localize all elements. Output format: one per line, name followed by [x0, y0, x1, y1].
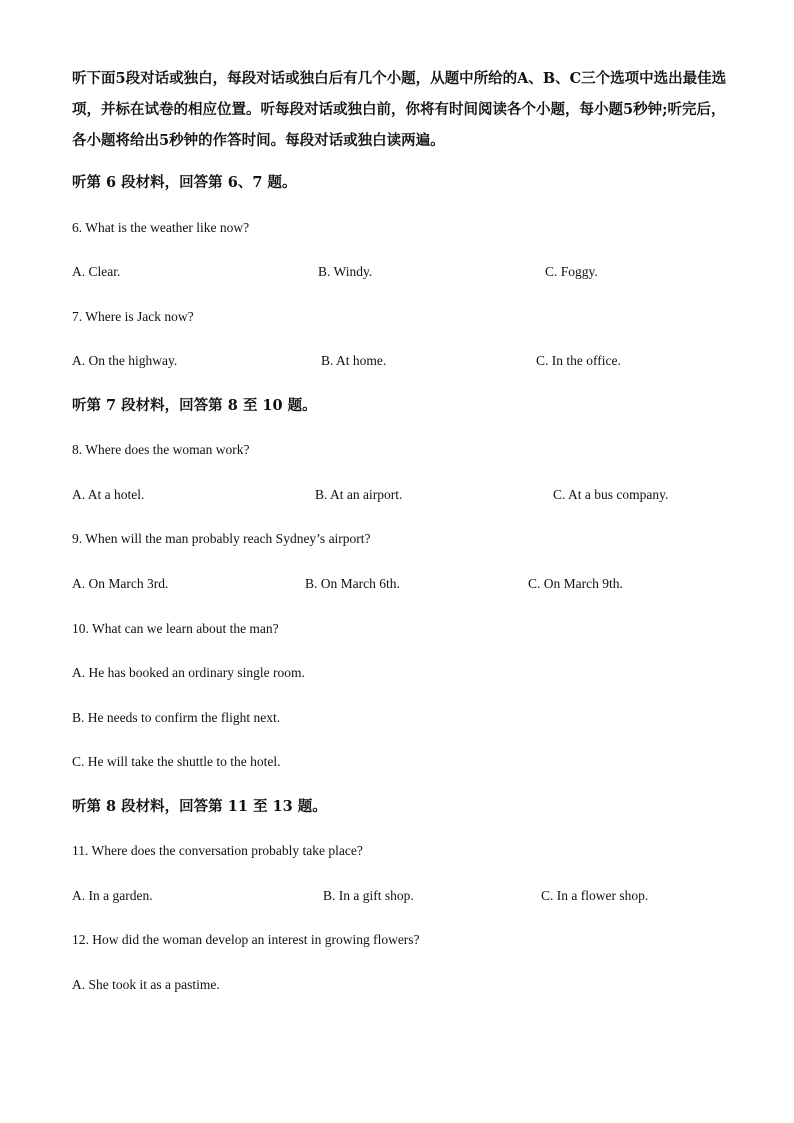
- q9-option-b: B. On March 6th.: [305, 576, 400, 591]
- q8-option-c: C. At a bus company.: [553, 487, 669, 502]
- q12-option-a: A. She took it as a pastime.: [72, 977, 220, 992]
- q10-option-b: B. He needs to confirm the flight next.: [72, 710, 281, 725]
- q11-option-b: B. In a gift shop.: [323, 888, 414, 903]
- question-10: 10. What can we learn about the man?: [72, 621, 279, 636]
- question-6: 6. What is the weather like now?: [72, 220, 250, 235]
- q7-option-a: A. On the highway.: [72, 353, 178, 368]
- question-9: 9. When will the man probably reach Sydney’s airport?: [72, 531, 371, 546]
- question-12: 12. How did the woman develop an interest in growing flowers?: [72, 932, 420, 947]
- q7-option-c: C. In the office.: [536, 353, 621, 368]
- q6-option-a: A. Clear.: [72, 264, 121, 279]
- q9-option-c: C. On March 9th.: [528, 576, 623, 591]
- question-7: 7. Where is Jack now?: [72, 309, 194, 324]
- q10-option-a: A. He has booked an ordinary single room.: [72, 665, 305, 680]
- q6-option-b: B. Windy.: [318, 264, 373, 279]
- section-header-6: 听第 6 段材料，回答第 6、7 题。: [72, 174, 297, 191]
- listening-instructions: 听下面5段对话或独白，每段对话或独白后有几个小题，从题中所给的A、B、C三个选项中选出最佳选项，并标在试卷的相应位置。听每段对话或独白前，你将有时间阅读各个小题，每小题5秒钟;听完后，各小题将给出5秒钟的作答时间。每段对话或独白读两遍。: [72, 70, 727, 149]
- q10-option-c: C. He will take the shuttle to the hotel.: [72, 754, 281, 769]
- q11-option-a: A. In a garden.: [72, 888, 153, 903]
- q11-option-c: C. In a flower shop.: [541, 888, 649, 903]
- section-header-7: 听第 7 段材料，回答第 8 至 10 题。: [72, 397, 317, 414]
- q7-option-b: B. At home.: [321, 353, 387, 368]
- q9-option-a: A. On March 3rd.: [72, 576, 169, 591]
- q6-option-c: C. Foggy.: [545, 264, 598, 279]
- q8-option-b: B. At an airport.: [315, 487, 403, 502]
- section-header-8: 听第 8 段材料，回答第 11 至 13 题。: [72, 798, 327, 815]
- question-8: 8. Where does the woman work?: [72, 442, 250, 457]
- q8-option-a: A. At a hotel.: [72, 487, 145, 502]
- question-11: 11. Where does the conversation probably take place?: [72, 843, 363, 858]
